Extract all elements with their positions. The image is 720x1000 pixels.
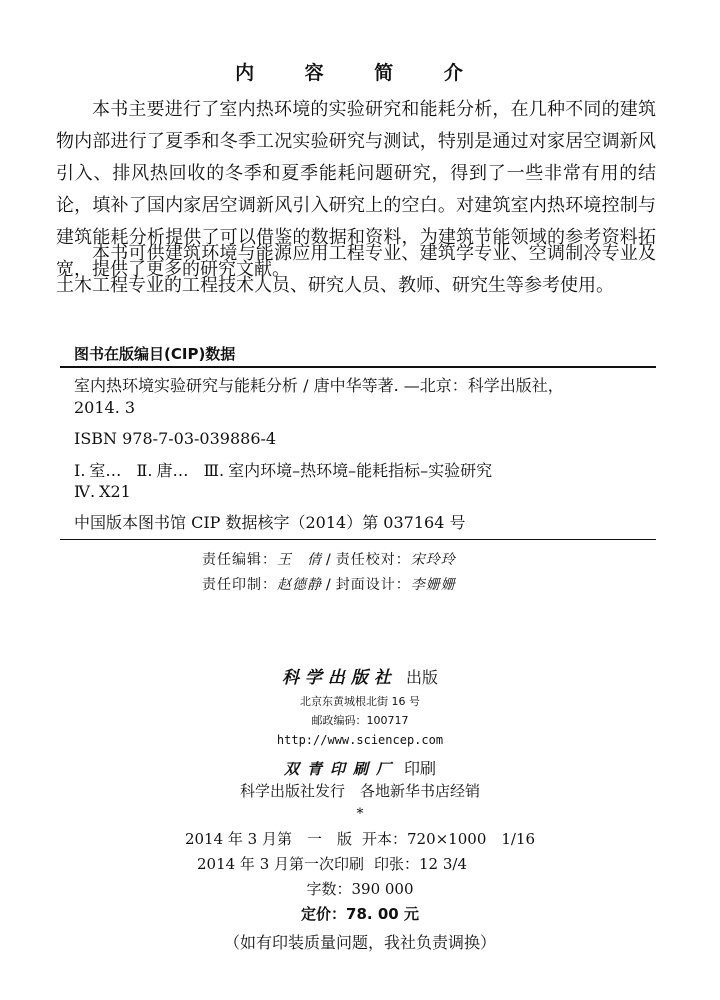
publisher-line	[0, 663, 720, 688]
printing-label: 责任印制：	[202, 577, 277, 593]
publisher-address: 北京东黄城根北街 16 号	[300, 695, 420, 708]
class-num-i: Ⅰ.	[74, 461, 86, 480]
publisher-postcode: 邮政编码：100717	[311, 714, 409, 727]
printer-line	[0, 756, 720, 779]
cip-isbn: ISBN 978-7-03-039886-4	[74, 429, 277, 448]
credits-row-2	[202, 574, 456, 594]
class-num-ii: Ⅱ.	[136, 461, 153, 480]
cover-label: 封面设计：	[335, 577, 411, 593]
credit-separator: /	[326, 577, 332, 593]
credits-row-1	[202, 549, 456, 569]
summary-paragraph-2: 本书可供建筑环境与能源应用工程专业、建筑学专业、空调制冷专业及土木工程专业的工程技术人员、研究人员、教师、研究生等参考使用。	[56, 243, 656, 296]
class-num-iv: Ⅳ.	[74, 482, 96, 501]
printing-name: 赵德静	[277, 577, 322, 593]
cip-classification-line-2	[74, 482, 131, 501]
first-print: 2014 年 3 月第一次印刷	[196, 855, 365, 873]
class-text-iii: 室内环境–热环境–能耗指标–实验研究	[228, 461, 493, 480]
edition-line	[0, 828, 720, 849]
editor-label: 责任编辑：	[202, 552, 277, 568]
print-line	[0, 853, 692, 874]
class-text-ii: 唐…	[156, 461, 189, 480]
credit-separator: /	[326, 552, 332, 568]
distribution-line: 科学出版社发行 各地新华书店经销	[239, 782, 480, 800]
summary-title: 内 容 简 介	[235, 62, 485, 84]
printer-action: 印刷	[404, 759, 437, 778]
cip-date-line: 2014. 3	[74, 398, 136, 417]
proofreader-name: 宋玲玲	[410, 552, 456, 568]
publisher-url[interactable]: http://www.sciencep.com	[276, 733, 444, 747]
cip-top-rule	[60, 366, 656, 368]
publisher-logo: 科学出版社	[281, 668, 397, 688]
book-format: 开本：720×1000 1/16	[361, 830, 536, 848]
printer-logo: 双青印刷厂	[283, 760, 399, 778]
cover-name: 李姗姗	[410, 577, 456, 593]
class-text-i: 室…	[89, 461, 122, 480]
summary-paragraph-1: 本书主要进行了室内热环境的实验研究和能耗分析，在几种不同的建筑物内部进行了夏季和冬季工况实验研究与测试，特别是通过对家居空调新风引入、排风热回收的冬季和夏季能耗问题研究，得到了一些非常有用的结论，填补了国内家居空调新风引入研究上的空白。对建筑室内热环境控制与建筑能耗分析提供了可以借鉴的数据和资料，为建筑节能领域的参考资料拓宽，提供了更多的研究文献。	[56, 99, 656, 280]
print-sheets: 印张：12 3/4	[374, 855, 468, 873]
separator-asterisk: *	[356, 806, 364, 822]
class-num-iii: Ⅲ.	[203, 461, 225, 480]
class-text-iv: X21	[99, 482, 131, 501]
price: 定价：78. 00 元	[301, 905, 419, 923]
publisher-action: 出版	[406, 668, 439, 687]
first-edition: 2014 年 3 月第 一 版	[184, 830, 352, 848]
cip-title-line: 室内热环境实验研究与能耗分析 / 唐中华等著. —北京：科学出版社，	[74, 376, 564, 395]
editor-name: 王 倩	[277, 552, 322, 568]
cip-heading: 图书在版编目(CIP)数据	[74, 345, 236, 363]
cip-bottom-rule	[60, 539, 656, 540]
word-count: 字数：390 000	[306, 880, 414, 898]
cip-classification-line	[74, 458, 492, 481]
quality-notice: （如有印装质量问题，我社负责调换）	[223, 933, 496, 952]
proofreader-label: 责任校对：	[335, 552, 411, 568]
cip-record-number: 中国版本图书馆 CIP 数据核字（2014）第 037164 号	[74, 513, 466, 532]
